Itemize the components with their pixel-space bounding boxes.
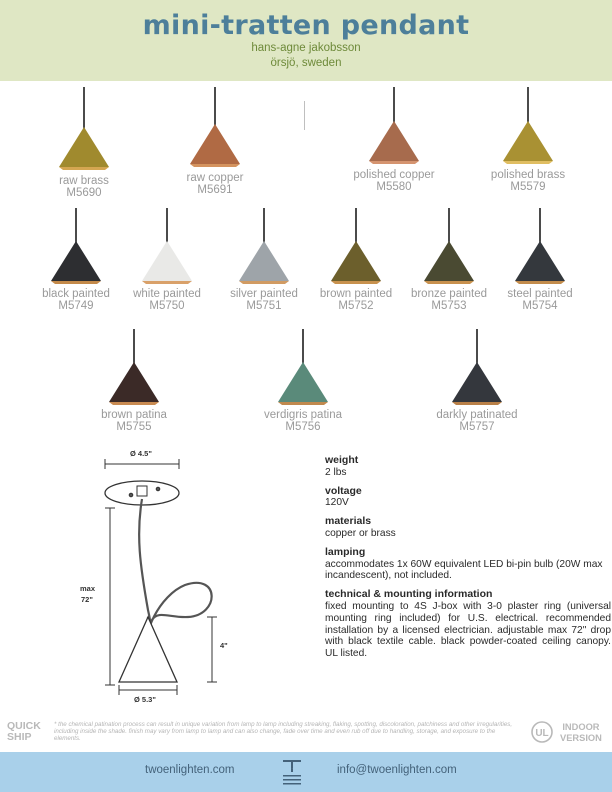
pendant-icon <box>54 87 114 173</box>
spec-value: 2 lbs <box>325 466 347 478</box>
shade <box>515 241 565 281</box>
quick-ship-badge <box>7 721 41 743</box>
ul-listed-icon <box>531 721 553 743</box>
origin-location: örsjö, sweden <box>270 57 342 69</box>
finish-code: M5752 <box>338 300 374 312</box>
spec-label: weight <box>325 454 359 466</box>
spec-label: voltage <box>325 484 362 497</box>
finish-name: steel painted <box>507 288 573 300</box>
finish-name: bronze painted <box>410 288 488 300</box>
finish-code: M5580 <box>376 181 412 193</box>
pendant-icon <box>419 208 479 286</box>
finish-name: verdigris patina <box>264 409 342 421</box>
lamp-darkly-patinated <box>422 329 532 433</box>
quick-label: QUICK <box>7 720 41 732</box>
shade <box>51 241 101 281</box>
lamp-raw-brass <box>29 87 139 199</box>
finish-code: M5749 <box>58 300 94 312</box>
finish-name: black painted <box>42 288 110 300</box>
shade <box>278 362 328 402</box>
pendant-icon <box>137 208 197 286</box>
shade <box>331 241 381 281</box>
spec-weight <box>325 455 611 479</box>
patination-footnote: * the chemical patination process can result in unique variation from lamp to lamp including streaking, flaking, spotting, discoloration, patchiness and other irregularities, including inside the shade. finish may vary from lamp to lamp and can also change, fade over time and even rub off due to handling, storage, and exposure to the elements. <box>54 721 513 743</box>
shade-rim <box>515 281 565 284</box>
brand-glyph: T <box>291 769 293 770</box>
ul-mark-text: UL <box>535 728 549 739</box>
indoor-version-badge <box>560 722 602 743</box>
finish-code: M5579 <box>510 181 546 193</box>
shade-diameter-label: Ø 5.3" <box>134 695 156 704</box>
shade-rim <box>142 281 192 284</box>
spec-technical-mounting <box>325 589 611 660</box>
shade-rim <box>239 281 289 284</box>
lamp-verdigris-patina <box>248 329 358 433</box>
footer-band <box>0 752 612 792</box>
pendant-icon <box>185 87 245 170</box>
shade <box>369 121 419 161</box>
spec-label: lamping <box>325 545 366 558</box>
shade <box>190 124 240 164</box>
finish-code: M5750 <box>149 300 185 312</box>
lamp-raw-copper <box>160 87 270 196</box>
finish-name: brown patina <box>101 409 167 421</box>
shade-rim <box>452 402 502 405</box>
shade <box>239 241 289 281</box>
spec-lamping <box>325 547 611 582</box>
spec-label: technical & mounting information <box>325 588 493 601</box>
lamp-steel-painted <box>485 208 595 312</box>
pendant-icon <box>447 329 507 407</box>
pendant-icon <box>510 208 570 286</box>
pendant-icon <box>104 329 164 407</box>
shade <box>142 241 192 281</box>
shade-height-label: 4" <box>220 641 228 650</box>
product-title: mini-tratten pendant <box>142 10 470 41</box>
finish-code: M5751 <box>246 300 282 312</box>
indoor-label: INDOOR <box>562 722 600 732</box>
shade-rim <box>369 161 419 164</box>
finish-code: M5691 <box>197 184 233 196</box>
finish-name: polished brass <box>490 169 566 181</box>
email-link[interactable]: info@twoenlighten.com <box>337 764 457 776</box>
finish-name: darkly patinated <box>436 409 518 421</box>
shade-outline <box>119 617 177 682</box>
finish-code: M5690 <box>66 187 102 199</box>
pendant-icon <box>498 87 558 167</box>
finish-code: M5753 <box>431 300 467 312</box>
finish-name: raw copper <box>186 172 244 184</box>
version-label: VERSION <box>560 732 602 743</box>
drop-value-label: 72" <box>81 595 93 604</box>
ship-label: SHIP <box>7 731 32 743</box>
finish-group-divider <box>304 101 305 130</box>
spec-value: 120V <box>325 497 349 509</box>
shade <box>59 127 109 167</box>
shade-rim <box>278 402 328 405</box>
shade-rim <box>51 281 101 284</box>
pendant-icon <box>364 87 424 167</box>
footnote-row <box>0 716 612 750</box>
shade <box>424 241 474 281</box>
pendant-icon <box>234 208 294 286</box>
canopy-diameter-label: Ø 4.5" <box>130 449 152 458</box>
finish-code: M5754 <box>522 300 558 312</box>
shade <box>109 362 159 402</box>
website-link[interactable]: twoenlighten.com <box>145 764 235 776</box>
dimension-diagram <box>70 445 230 705</box>
header-band <box>0 0 612 81</box>
spec-value: fixed mounting to 4S J-box with 3-0 plaster ring (universal mounting ring included) for U.S. electrical. recommended installation by a licensed electrician. adjustable max 72" drop with black textile cable. black powder-coated ceiling canopy. UL listed. <box>325 600 611 660</box>
finish-code: M5757 <box>459 421 495 433</box>
pendant-icon <box>273 329 333 407</box>
shade <box>503 121 553 161</box>
shade-rim <box>331 281 381 284</box>
spec-voltage <box>325 486 611 510</box>
finish-name: white painted <box>133 288 201 300</box>
pendant-icon <box>46 208 106 286</box>
spec-value: accommodates 1x 60W equivalent LED bi-pin bulb (20W max incandescent), not included. <box>325 558 603 582</box>
finish-name: silver painted <box>230 288 298 300</box>
finish-code: M5756 <box>285 421 321 433</box>
finish-code: M5755 <box>116 421 152 433</box>
designer-name: hans-agne jakobsson <box>251 42 361 54</box>
shade <box>452 362 502 402</box>
drop-max-label: max <box>80 584 96 593</box>
spec-label: materials <box>325 515 372 528</box>
finish-name: polished copper <box>353 169 435 181</box>
lamp-white-painted <box>112 208 222 312</box>
lamp-polished-copper <box>339 87 449 193</box>
pendant-icon <box>326 208 386 286</box>
shade-rim <box>109 402 159 405</box>
lamp-polished-brass <box>473 87 583 193</box>
finish-name: brown painted <box>319 288 393 300</box>
shade-rim <box>59 167 109 170</box>
shade-rim <box>503 161 553 164</box>
finish-name: raw brass <box>59 175 109 187</box>
lamp-brown-patina <box>79 329 189 433</box>
spec-value: copper or brass <box>325 527 396 539</box>
shade-rim <box>190 164 240 167</box>
brand-logo-icon <box>281 757 303 787</box>
spec-materials <box>325 516 611 540</box>
specifications <box>325 455 611 667</box>
shade-rim <box>424 281 474 284</box>
